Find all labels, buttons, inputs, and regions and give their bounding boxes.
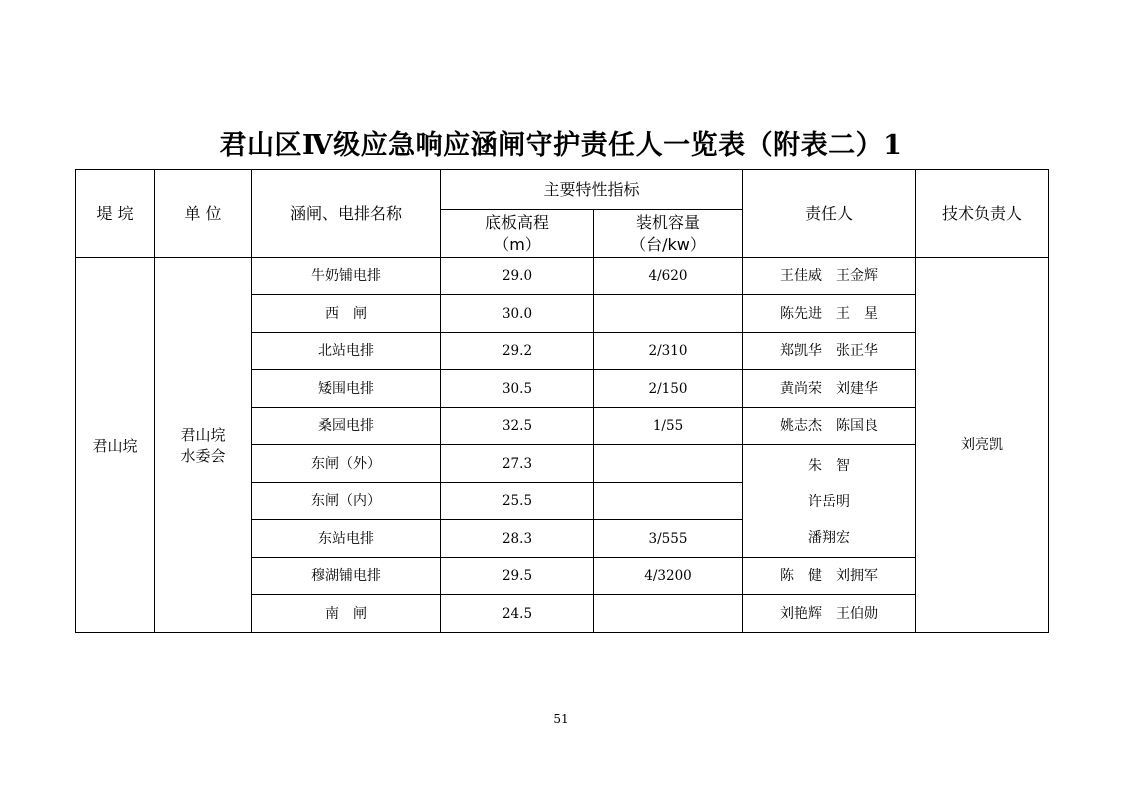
- table-row: [76, 258, 1049, 295]
- sluice-name: 桑园电排: [252, 408, 441, 445]
- header-capacity-unit: （台/kw）: [630, 234, 706, 254]
- responsible-person: 郑凯华 张正华: [743, 333, 916, 370]
- sluice-name: 北站电排: [252, 333, 441, 370]
- capacity: [594, 595, 743, 633]
- floor-elevation: 30.5: [441, 370, 594, 408]
- dike-cell: 君山垸: [76, 258, 155, 633]
- sluice-name: 矮围电排: [252, 370, 441, 408]
- floor-elevation: 29.5: [441, 558, 594, 595]
- responsible-person: 刘艳辉 王伯勋: [743, 595, 916, 633]
- responsible-person: 陈 健 刘拥军: [743, 558, 916, 595]
- responsible-person: 王佳威 王金辉: [743, 258, 916, 295]
- sluice-name: 穆湖铺电排: [252, 558, 441, 595]
- floor-elevation: 30.0: [441, 295, 594, 333]
- header-responsible: 责任人: [743, 170, 916, 258]
- header-floor-elevation-unit: （m）: [493, 234, 541, 254]
- responsible-person: 朱 智: [808, 458, 851, 474]
- unit-line-2: 水委会: [180, 447, 226, 465]
- floor-elevation: 25.5: [441, 483, 594, 520]
- header-unit: 单 位: [155, 170, 252, 258]
- header-floor-elevation-label: 底板高程: [484, 212, 549, 232]
- floor-elevation: 24.5: [441, 595, 594, 633]
- header-capacity: [594, 210, 743, 258]
- capacity: [594, 295, 743, 333]
- page-title: 君山区Ⅳ级应急响应涵闸守护责任人一览表（附表二）1: [219, 130, 903, 161]
- floor-elevation: 32.5: [441, 408, 594, 445]
- responsible-person: 潘翔宏: [808, 530, 851, 546]
- shared-responsible-cell: [743, 445, 916, 558]
- header-tech-lead: 技术负责人: [916, 170, 1049, 258]
- floor-elevation: 29.0: [441, 258, 594, 295]
- capacity: 4/620: [594, 258, 743, 295]
- header-floor-elevation: [441, 210, 594, 258]
- header-row-1: [76, 170, 1049, 210]
- sluice-name: 西 闸: [252, 295, 441, 333]
- sluice-name: 南 闸: [252, 595, 441, 633]
- header-capacity-label: 装机容量: [636, 212, 701, 232]
- responsible-person: 许岳明: [808, 494, 851, 510]
- header-sluice-name: 涵闸、电排名称: [252, 170, 441, 258]
- unit-line-1: 君山垸: [180, 426, 226, 444]
- capacity: 1/55: [594, 408, 743, 445]
- header-main-spec: 主要特性指标: [441, 170, 743, 210]
- header-dike: 堤 垸: [76, 170, 155, 258]
- sluice-name: 东站电排: [252, 520, 441, 558]
- capacity: [594, 445, 743, 483]
- unit-cell: [155, 258, 252, 633]
- responsible-person: 姚志杰 陈国良: [743, 408, 916, 445]
- floor-elevation: 29.2: [441, 333, 594, 370]
- responsible-person: 陈先进 王 星: [743, 295, 916, 333]
- page-number: 51: [553, 712, 569, 726]
- tech-lead-cell: 刘亮凯: [916, 258, 1049, 633]
- floor-elevation: 28.3: [441, 520, 594, 558]
- capacity: 3/555: [594, 520, 743, 558]
- sluice-name: 牛奶铺电排: [252, 258, 441, 295]
- responsibility-table: [75, 169, 1049, 633]
- responsible-person: 黄尚荣 刘建华: [743, 370, 916, 408]
- capacity: 2/310: [594, 333, 743, 370]
- floor-elevation: 27.3: [441, 445, 594, 483]
- sluice-name: 东闸（内）: [252, 483, 441, 520]
- shared-responsible-list: [743, 451, 915, 551]
- capacity: 4/3200: [594, 558, 743, 595]
- sluice-name: 东闸（外）: [252, 445, 441, 483]
- capacity: [594, 483, 743, 520]
- capacity: 2/150: [594, 370, 743, 408]
